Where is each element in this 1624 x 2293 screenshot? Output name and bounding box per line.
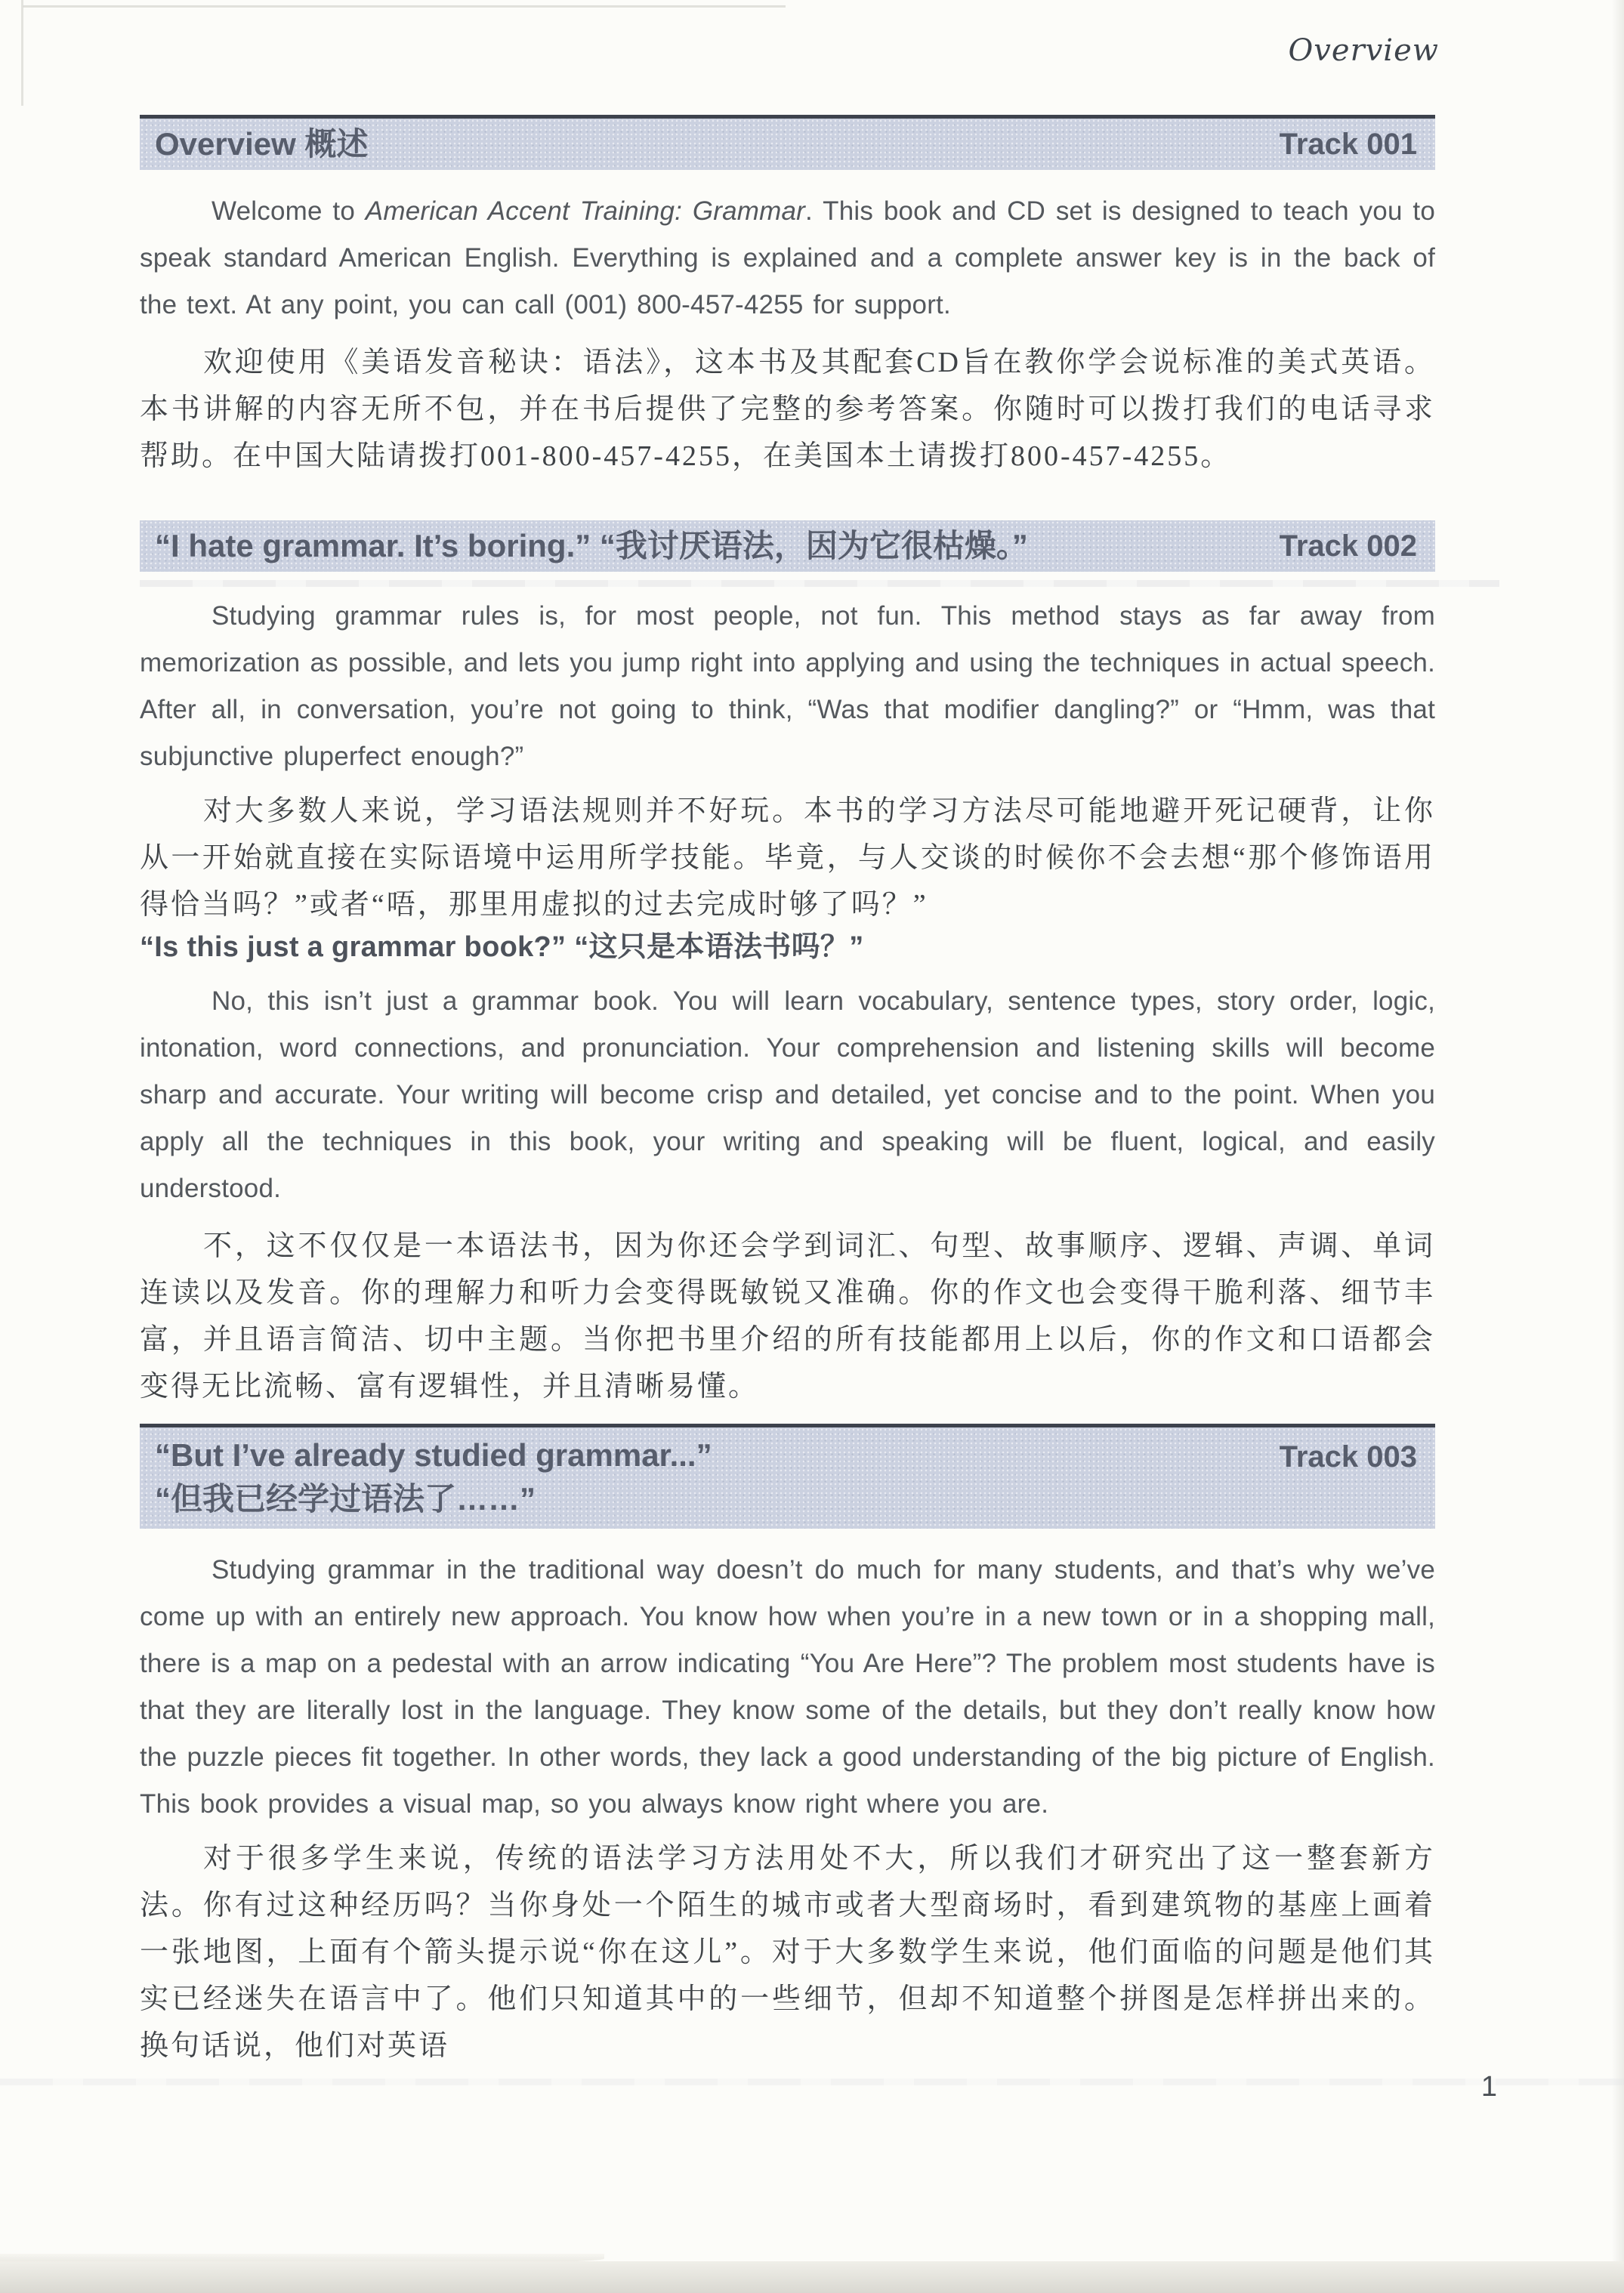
paragraph-already-studied-en: Studying grammar in the traditional way doesn’t do much for many students, and that’s why we’ve come up with an entirely new approach. You know how when you’re in a new town or in a shopping mall, there is a map on a pedestal with an arrow indicating “You Are Here”? The problem most students have is that they are literally lost in the language. They know some of the details, but they don’t really know how the puzzle pieces fit together. In other words, they lack a good understanding of the big picture of English. This book provides a visual map, so you always know right where you are. (140, 1555, 1435, 1819)
paragraph-grammar-book-zh: 不，这不仅仅是一本语法书，因为你还会学到词汇、句型、故事顺序、逻辑、声调、单词连读以及发音。你的理解力和听力会变得既敏锐又准确。你的作文也会变得干脆利落、细节丰富，并且语言简洁、切中主题。当你把书里介绍的所有技能都用上以后，你的作文和口语都会变得无比流畅、富有逻辑性，并且清晰易懂。 (140, 1230, 1435, 1403)
section-header-already-studied (140, 1424, 1435, 1529)
scan-artifact-smudge-bottom (0, 2079, 1624, 2085)
scan-artifact-right-shade (1612, 0, 1624, 2293)
section-already-studied (140, 1424, 1435, 2069)
section-title: “I hate grammar. It’s boring.” “我讨厌语法，因为它很枯燥。” (155, 528, 1028, 563)
track-002-label: Track 002 (1279, 529, 1417, 563)
section-title: Overview 概述 (155, 126, 369, 162)
paragraph-hate-grammar-zh: 对大多数人来说，学习语法规则并不好玩。本书的学习方法尽可能地避开死记硬背，让你从一开始就直接在实际语境中运用所学技能。毕竟，与人交谈的时候你不会去想“那个修饰语用得恰当吗？”或者“唔，那里用虚拟的过去完成时够了吗？” (140, 795, 1435, 921)
paragraph-hate-grammar-en: Studying grammar rules is, for most people, not fun. This method stays as far away from memorization as possible, and lets you jump right into applying and using the techniques in actual speech. After all, in conversation, you’re not going to think, “Was that modifier dangling?” or “Hmm, was that subjunctive pluperfect enough?” (140, 601, 1435, 771)
page-content (140, 0, 1435, 2069)
section-header-hate-grammar (140, 520, 1435, 572)
section-title-zh: “但我已经学过语法了……” (155, 1481, 536, 1517)
track-003-label: Track 003 (1279, 1440, 1417, 1474)
scan-artifact-left-line (21, 0, 23, 106)
scan-artifact-bottom-curve (0, 2254, 604, 2266)
section-hate-grammar (140, 520, 1435, 1410)
text-run: Welcome to (211, 196, 366, 226)
section-header-overview (140, 115, 1435, 170)
running-head: Overview (1288, 33, 1439, 68)
section-title-en: “But I’ve already studied grammar...” (155, 1437, 712, 1473)
paragraph-already-studied-zh: 对于很多学生来说，传统的语法学习方法用处不大，所以我们才研究出了这一整套新方法。你有过这种经历吗？当你身处一个陌生的城市或者大型商场时，看到建筑物的基座上画着一张地图，上面有个箭头提示说“你在这儿”。对于大多数学生来说，他们面临的问题是他们其实已经迷失在语言中了。他们只知道其中的一些细节，但却不知道整个拼图是怎样拼出来的。换句话说，他们对英语 (140, 1843, 1435, 2062)
section-title-group (155, 1437, 712, 1518)
track-001-label: Track 001 (1279, 128, 1417, 161)
paragraph-overview-zh: 欢迎使用《美语发音秘诀：语法》，这本书及其配套CD旨在教你学会说标准的美式英语。本书讲解的内容无所不包，并在书后提供了完整的参考答案。你随时可以拨打我们的电话寻求帮助。在中国大陆请拨打001-800-457-4255，在美国本土请拨打800-457-4255。 (140, 347, 1435, 472)
paragraph-overview-en (140, 188, 1435, 329)
page-number: 1 (1480, 2071, 1497, 2103)
book-title-italic: American Accent Training: Grammar (365, 196, 806, 226)
scan-artifact-bottom-edge (0, 2261, 1624, 2293)
subheading-grammar-book: “Is this just a grammar book?” “这只是本语法书吗？” (140, 931, 864, 963)
section-overview (140, 115, 1435, 480)
paragraph-grammar-book-en: No, this isn’t just a grammar book. You will learn vocabulary, sentence types, story order, logic, intonation, word connections, and pronunciation. Your comprehension and listening skills will become sharp and accurate. Your writing will become crisp and detailed, yet concise and to the point. When you apply all the techniques in this book, your writing and speaking will be fluent, logical, and easily understood. (140, 986, 1435, 1203)
text-run: . This book and CD set is designed to teach you to speak standard American English. Everything is explained and a complete answer key is in the back of the text. At any point, you can call (001) 800-457-4255 for support. (140, 196, 1435, 319)
